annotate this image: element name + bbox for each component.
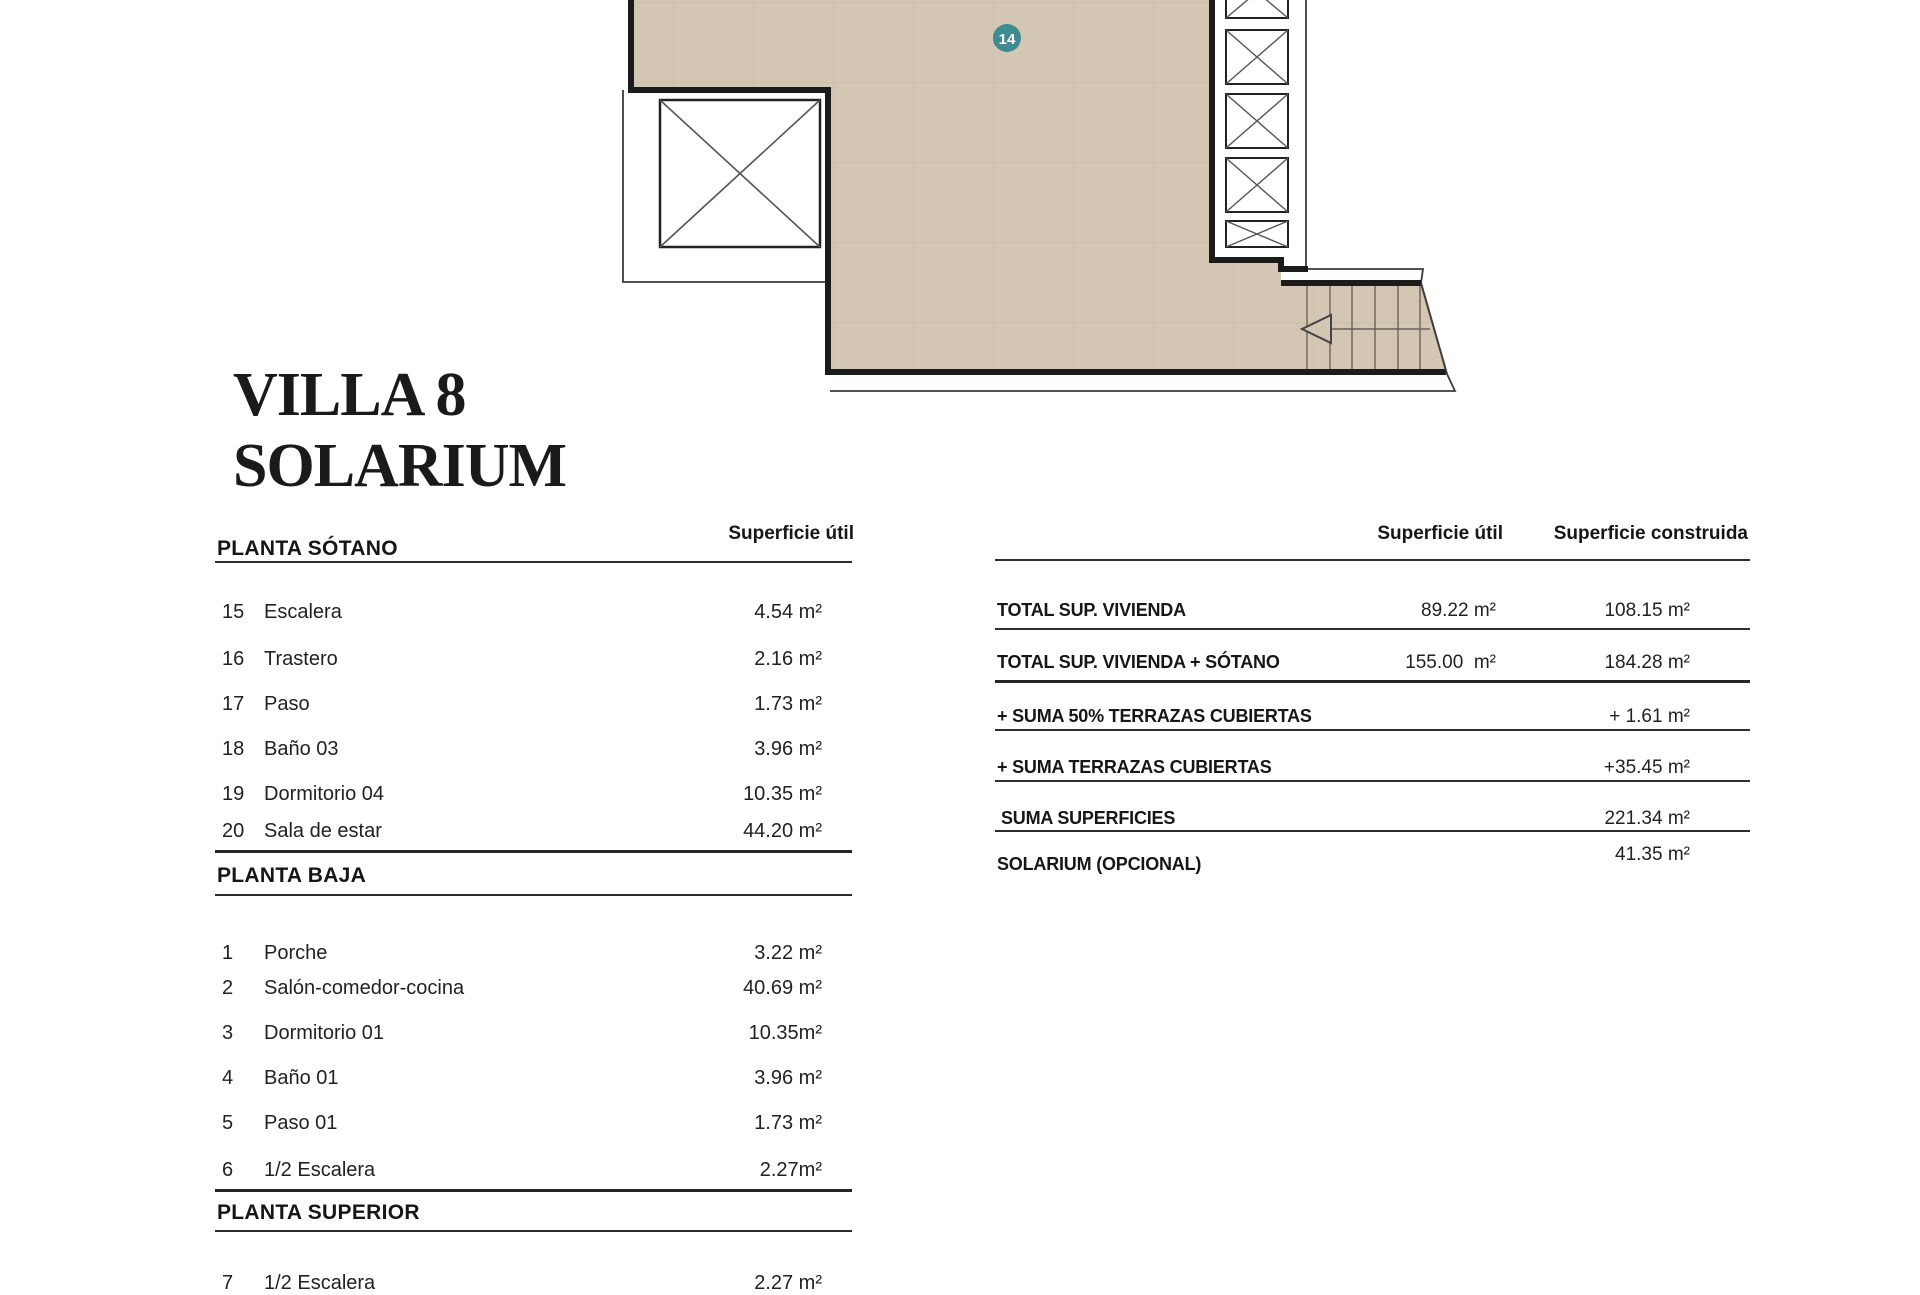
row-name: Porche — [264, 942, 328, 964]
row-number: 3 — [222, 1022, 234, 1044]
row-value: 40.69 m² — [743, 977, 822, 999]
row-value: 3.96 m² — [754, 1067, 822, 1089]
row-number: 5 — [222, 1112, 234, 1134]
row-number: 16 — [222, 648, 245, 670]
row-value: 2.27m² — [759, 1159, 822, 1181]
row-value: 1.73 m² — [754, 1112, 822, 1134]
room-areas-table — [215, 0, 854, 1294]
row-name: Paso 01 — [264, 1112, 338, 1134]
row-label: TOTAL SUP. VIVIENDA — [997, 600, 1186, 620]
row-value-construida: + 1.61 m² — [1609, 706, 1690, 727]
row-value-util: 89.22 m² — [1421, 600, 1496, 621]
row-value-construida: 221.34 m² — [1604, 808, 1690, 829]
rule — [215, 561, 852, 563]
row-number: 1 — [222, 942, 234, 964]
row-value: 3.22 m² — [754, 942, 822, 964]
row-number: 2 — [222, 977, 234, 999]
rule — [215, 894, 852, 896]
row-label: + SUMA 50% TERRAZAS CUBIERTAS — [997, 706, 1312, 726]
row-label: + SUMA TERRAZAS CUBIERTAS — [997, 757, 1272, 777]
section-header-planta-superior: PLANTA SUPERIOR — [217, 1201, 420, 1224]
section-header-planta-sotano: PLANTA SÓTANO — [217, 537, 398, 560]
rule — [215, 1230, 852, 1232]
row-name: Baño 01 — [264, 1067, 339, 1089]
row-value: 1.73 m² — [754, 693, 822, 715]
row-number: 7 — [222, 1272, 234, 1294]
row-value: 10.35m² — [748, 1022, 822, 1044]
row-value: 44.20 m² — [743, 820, 822, 842]
row-name: Dormitorio 01 — [264, 1022, 385, 1044]
row-value-util: 155.00 m² — [1405, 652, 1496, 673]
row-number: 19 — [222, 783, 245, 805]
totals-table — [995, 0, 1750, 900]
row-number: 20 — [222, 820, 245, 842]
row-name: 1/2 Escalera — [264, 1159, 376, 1181]
rule — [215, 1189, 852, 1192]
row-number: 17 — [222, 693, 245, 715]
row-name: Escalera — [264, 601, 342, 623]
rule — [995, 559, 1750, 561]
rule — [995, 729, 1750, 731]
row-name: Paso — [264, 693, 310, 715]
row-value-construida: 184.28 m² — [1604, 652, 1690, 673]
row-number: 15 — [222, 601, 245, 623]
rule — [995, 830, 1750, 832]
row-value-construida: +35.45 m² — [1603, 757, 1690, 778]
row-name: Trastero — [264, 648, 338, 670]
page-title-line1: VILLA 8 — [233, 361, 466, 429]
rule — [995, 780, 1750, 782]
row-name: Dormitorio 04 — [264, 783, 385, 805]
section-header-planta-baja: PLANTA BAJA — [217, 864, 367, 887]
row-label: SUMA SUPERFICIES — [1001, 808, 1176, 828]
row-name: Sala de estar — [264, 820, 382, 842]
row-label: TOTAL SUP. VIVIENDA + SÓTANO — [997, 652, 1280, 672]
row-value: 4.54 m² — [754, 601, 822, 623]
row-value-construida: 41.35 m² — [1615, 844, 1690, 865]
rule — [995, 680, 1750, 683]
unit-marker-label: 14 — [998, 31, 1016, 48]
row-value: 2.16 m² — [754, 648, 822, 670]
row-name: Baño 03 — [264, 738, 339, 760]
row-number: 4 — [222, 1067, 234, 1089]
column-header-superficie-util: Superficie útil — [1377, 523, 1503, 544]
page-title-line2: SOLARIUM — [233, 432, 567, 500]
row-value-construida: 108.15 m² — [1604, 600, 1690, 621]
row-label: SOLARIUM (OPCIONAL) — [997, 854, 1202, 874]
row-number: 6 — [222, 1159, 234, 1181]
row-value: 10.35 m² — [743, 783, 822, 805]
rule — [215, 850, 852, 853]
row-number: 18 — [222, 738, 245, 760]
row-value: 3.96 m² — [754, 738, 822, 760]
column-header-superficie-util: Superficie útil — [728, 523, 854, 544]
rule — [995, 628, 1750, 630]
row-name: Salón-comedor-cocina — [264, 977, 465, 999]
row-name: 1/2 Escalera — [264, 1272, 376, 1294]
row-value: 2.27 m² — [754, 1272, 822, 1294]
column-header-superficie-construida: Superficie construida — [1553, 523, 1748, 544]
